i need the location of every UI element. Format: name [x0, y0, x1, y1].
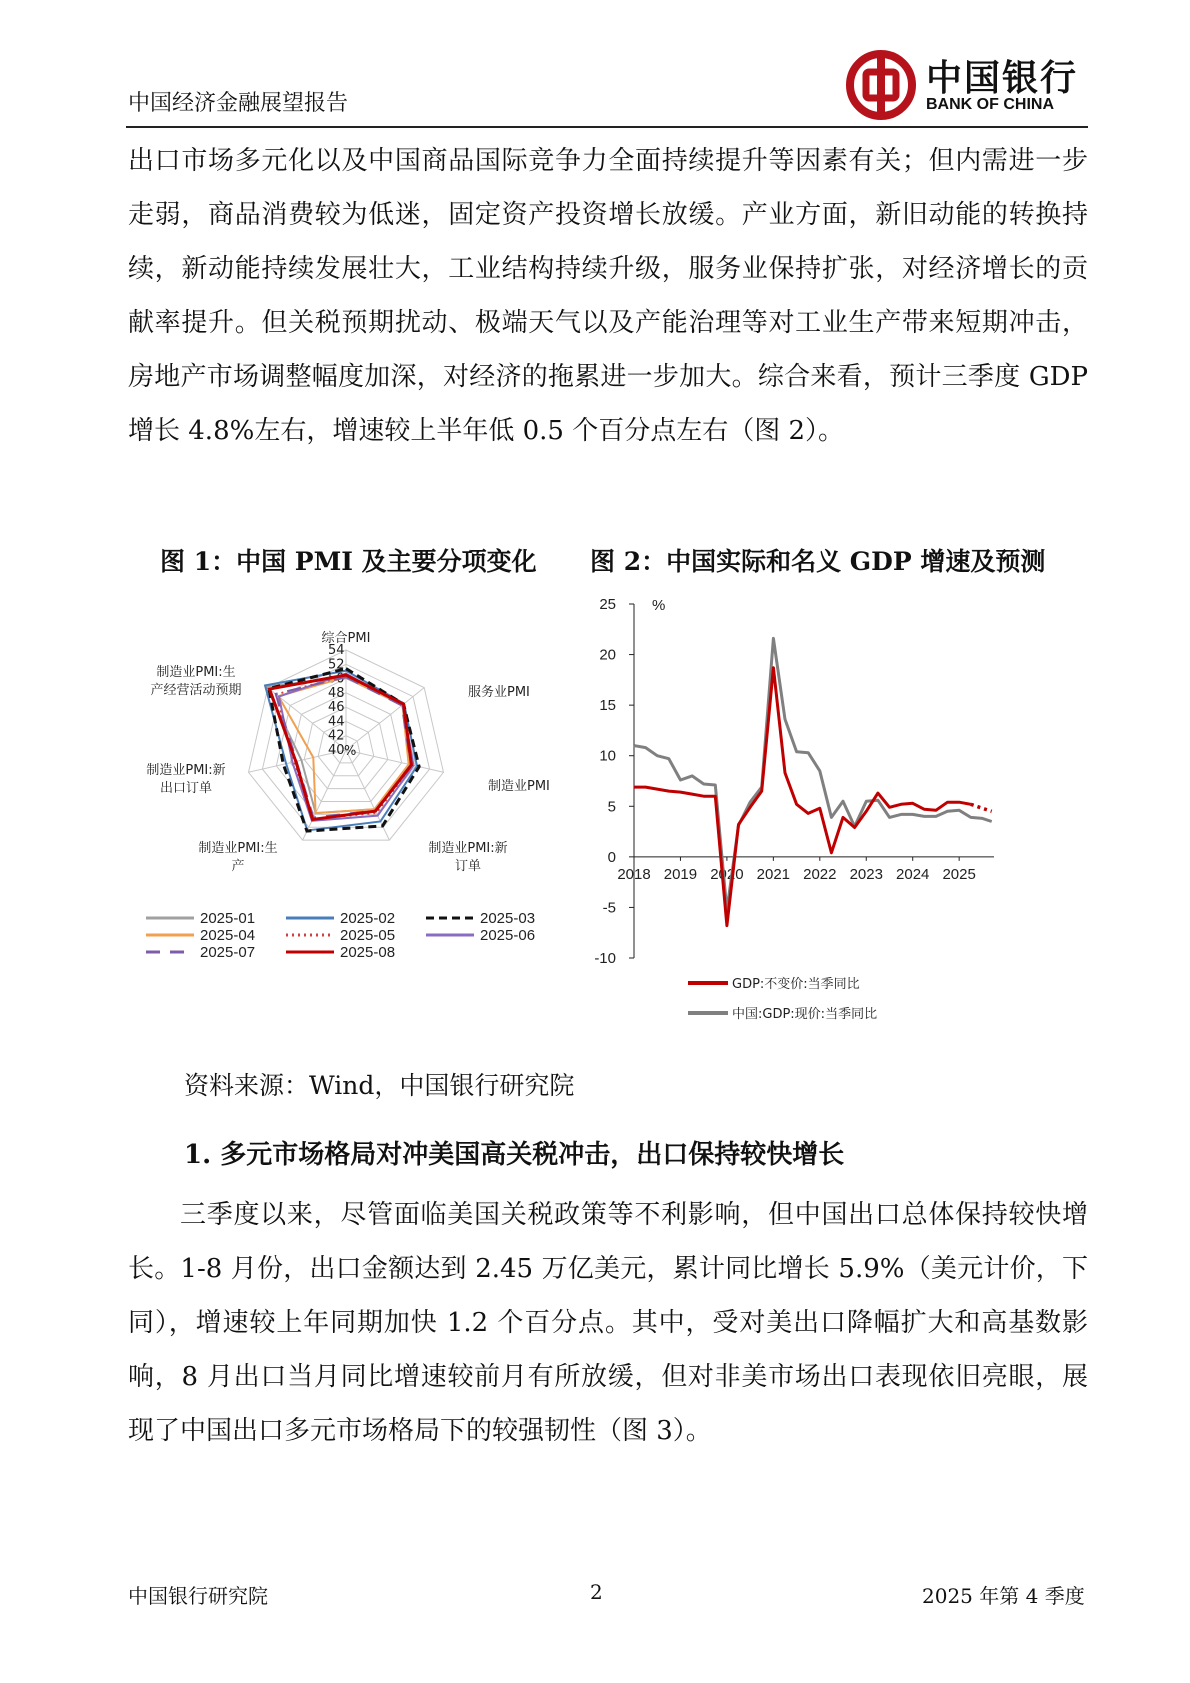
bank-of-china-emblem-icon: [846, 50, 916, 120]
radar-tick-label: 46: [328, 700, 345, 716]
radar-tick-label: 48: [328, 685, 345, 701]
radar-unit-label: %: [344, 744, 357, 759]
radar-tick-label: 50: [328, 671, 345, 687]
radar-axis-label-line: 制造业PMI: [488, 779, 550, 794]
radar-axis-label-line: 服务业PMI: [468, 685, 530, 700]
x-tick-label: 2018: [617, 865, 651, 883]
legend-label-2025-01: 2025-01: [200, 910, 256, 927]
radar-axis-label-line: 制造业PMI:生: [156, 665, 236, 680]
intro-paragraph-text: 出口市场多元化以及中国商品国际竞争力全面持续提升等因素有关；但内需进一步走弱，商品消费较为低迷，固定资产投资增长放缓。产业方面，新旧动能的转换持续，新动能持续发展壮大，工业结构持续升级，服务业保持扩张，对经济增长的贡献率提升。但关税预期扰动、极端天气以及产能治理等对工业生产带来短期冲击，房地产市场调整幅度加深，对经济的拖累进一步加大。综合来看，预计三季度 GDP 增长 4.8%左右，增速较上半年低 0.5 个百分点左右（图 2）。: [128, 146, 1088, 446]
x-tick-label: 2020: [710, 865, 744, 883]
legend-label-gdp-1: 中国:GDP:现价:当季同比: [732, 1007, 878, 1022]
page-number: 2: [590, 1580, 603, 1604]
radar-axis-label: [198, 840, 277, 874]
radar-axis-label-line: 制造业PMI:新: [146, 763, 226, 778]
figure1-title: 图 1：中国 PMI 及主要分项变化: [160, 547, 537, 576]
footer-left: 中国银行研究院: [128, 1584, 268, 1608]
x-tick-label: 2024: [896, 865, 930, 883]
radar-axis-label: [322, 630, 371, 646]
radar-axis-label-line: 产经营活动预期: [150, 683, 242, 698]
radar-tick-label: 40: [328, 743, 345, 758]
legend-label-2025-07: 2025-07: [200, 944, 256, 961]
radar-axis-label-line: 订单: [454, 859, 482, 874]
gdp-line-chart: [588, 590, 1088, 1050]
x-tick-label: 2019: [663, 865, 698, 883]
radar-axis-label-line: 制造业PMI:新: [428, 841, 508, 856]
radar-tick-label: 44: [328, 714, 345, 730]
legend-label-2025-03: 2025-03: [480, 910, 536, 927]
radar-tick-label: 52: [328, 657, 345, 673]
x-tick-label: 2025: [942, 865, 976, 883]
y-tick-label: 5: [607, 798, 616, 816]
radar-axis-label-line: 产: [231, 859, 245, 874]
section-heading: 1. 多元市场格局对冲美国高关税冲击，出口保持较快增长: [184, 1140, 845, 1170]
radar-axis-label: [428, 840, 507, 874]
legend-label-2025-04: 2025-04: [200, 927, 256, 944]
line-series-1: [971, 804, 992, 811]
footer-right: 2025 年第 4 季度: [922, 1584, 1085, 1608]
y-axis-unit: %: [652, 597, 666, 614]
y-tick-label: 25: [599, 596, 616, 613]
line-series-0: [634, 668, 971, 926]
legend-label-2025-02: 2025-02: [340, 910, 396, 927]
report-title: 中国经济金融展望报告: [128, 91, 349, 116]
body-paragraph: [128, 1188, 1088, 1458]
logo-text-chinese: 中国银行: [926, 57, 1079, 99]
radar-axis-label-line: 综合PMI: [321, 631, 371, 646]
radar-tick-label: 54: [328, 643, 345, 658]
legend-label-2025-06: 2025-06: [480, 927, 536, 944]
radar-tick-label: 42: [328, 728, 345, 744]
y-tick-label: -5: [602, 899, 616, 917]
y-tick-label: 20: [599, 646, 616, 664]
legend-label-2025-05: 2025-05: [340, 927, 396, 944]
bank-logo: [846, 50, 1086, 126]
y-tick-label: 0: [607, 848, 616, 866]
radar-axis-label: [468, 685, 530, 700]
header-divider: [126, 126, 1088, 128]
body-paragraph-text: 三季度以来，尽管面临美国关税政策等不利影响，但中国出口总体保持较快增长。1-8 月份，出口金额达到 2.45 万亿美元，累计同比增长 5.9%（美元计价，下同），增速较上年同期加快 1.2 个百分点。其中，受对美出口降幅扩大和高基数影响，8 月出口当月同比增速较前月有所放缓，但对非美市场出口表现依旧亮眼，展现了中国出口多元市场格局下的较强韧性（图 3）。: [128, 1200, 1088, 1446]
radar-axis-label: [146, 762, 225, 796]
y-tick-label: 10: [599, 747, 616, 765]
legend-label-2025-08: 2025-08: [340, 944, 396, 961]
radar-spoke: [346, 750, 443, 772]
source-note: 资料来源：Wind，中国银行研究院: [184, 1071, 575, 1100]
figure2-title: 图 2：中国实际和名义 GDP 增速及预测: [590, 547, 1046, 576]
intro-paragraph: [128, 134, 1088, 458]
x-tick-label: 2023: [849, 865, 883, 883]
radar-axis-label: [488, 778, 550, 794]
logo-text-english: BANK OF CHINA: [926, 96, 1054, 113]
radar-axis-label-line: 制造业PMI:生: [198, 841, 278, 856]
y-tick-label: -10: [594, 950, 616, 967]
radar-axis-label-line: 出口订单: [159, 781, 213, 796]
x-tick-label: 2022: [803, 865, 837, 883]
pmi-radar-chart: [128, 590, 598, 1050]
radar-axis-label: [150, 664, 241, 698]
y-tick-label: 15: [599, 697, 616, 715]
x-tick-label: 2021: [756, 865, 791, 883]
legend-label-gdp-0: GDP:不变价:当季同比: [732, 977, 860, 992]
